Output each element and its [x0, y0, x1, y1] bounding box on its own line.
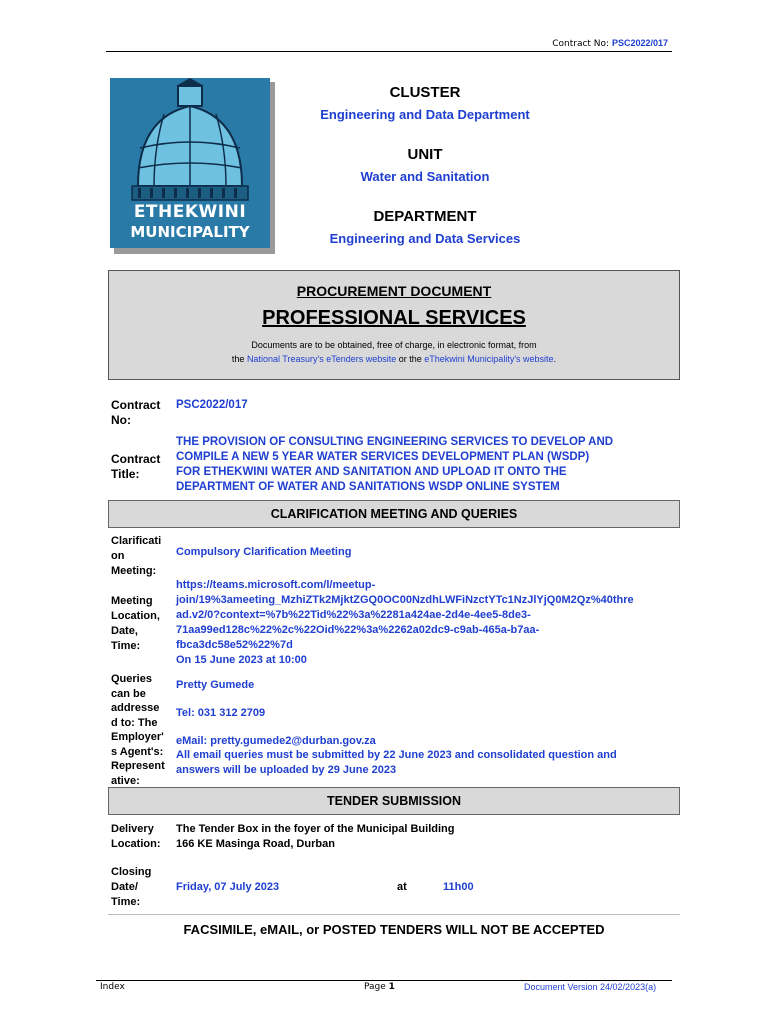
- cluster-value: Engineering and Data Department: [320, 107, 530, 122]
- unit-value: Water and Sanitation: [360, 169, 490, 184]
- unit-label: UNIT: [407, 146, 443, 163]
- procurement-title: PROCUREMENT DOCUMENT: [296, 283, 492, 299]
- closing-time: 11h00: [443, 881, 474, 893]
- contract-no-label: Contract No:: [111, 398, 161, 427]
- department-block: [290, 208, 560, 246]
- meeting-location-label: Meeting Location, Date, Time:: [111, 595, 160, 652]
- closing-label: Closing Date/ Time:: [111, 866, 152, 908]
- etenders-link[interactable]: National Treasury's eTenders website: [246, 354, 397, 364]
- footer-index: Index: [100, 982, 125, 992]
- footer-rule: [96, 980, 672, 981]
- procurement-note-mid: or the: [398, 354, 422, 364]
- notice-rule: [108, 914, 680, 915]
- meeting-value: Compulsory Clarification Meeting: [176, 546, 352, 558]
- department-value: Engineering and Data Services: [329, 231, 521, 246]
- procurement-note: [109, 338, 679, 366]
- procurement-note-end: .: [553, 354, 557, 364]
- procurement-subtitle: PROFESSIONAL SERVICES: [262, 307, 526, 329]
- tender-notice: FACSIMILE, eMAIL, or POSTED TENDERS WILL NOT BE ACCEPTED: [183, 922, 605, 937]
- delivery-value: The Tender Box in the foyer of the Municipal Building 166 KE Masinga Road, Durban: [176, 823, 455, 850]
- contact-tel: Tel: 031 312 2709: [176, 707, 266, 719]
- closing-at: at: [397, 881, 407, 893]
- department-label: DEPARTMENT: [373, 208, 477, 225]
- unit-block: [290, 146, 560, 184]
- ethekwini-logo: [110, 78, 275, 254]
- logo-text-line1: ETHEKWINI: [133, 202, 247, 222]
- contact-name: Pretty Gumede: [176, 679, 255, 691]
- meeting-location-value[interactable]: https://teams.microsoft.com/l/meetup- join/19%3ameeting_MzhiZTk2MjktZGQ0OC00NzdhLWFiNzctYTc1NzJlYjQ0M2Qz%40thre ad.v2/0?context=%7b%22Tid%22%3a%2281a424ae-2d4e-4ee5-8de3- 71aa99ed128c%22%2c%22Oid%22%3a%2262a02dc9-c9ab-465a-b7aa- fbca3dc58e52%22%7d On 15 June 2023 at 10:00: [176, 579, 634, 666]
- cluster-label: CLUSTER: [389, 84, 461, 101]
- header-contract-value: PSC2022/017: [611, 38, 668, 48]
- tender-section-header: TENDER SUBMISSION: [108, 787, 680, 815]
- footer-page: Page 1: [364, 982, 395, 992]
- footer-version: Document Version 24/02/2023(a): [524, 982, 657, 992]
- procurement-box: [108, 270, 680, 380]
- contract-title-value: THE PROVISION OF CONSULTING ENGINEERING SERVICES TO DEVELOP AND COMPILE A NEW 5 YEAR WATER SERVICES DEVELOPMENT PLAN (WSDP) FOR ETHEKWINI WATER AND SANITATION AND UPLOAD IT ONTO THE DEPARTMENT OF WATER AND SANITATIONS WSDP ONLINE SYSTEM: [176, 436, 614, 493]
- closing-date: Friday, 07 July 2023: [176, 881, 280, 893]
- queries-label: Queries can be addresse d to: The Employer' s Agent's: Represent ative:: [111, 673, 165, 787]
- delivery-label: Delivery Location:: [111, 823, 161, 850]
- header-contract-number: [552, 38, 668, 49]
- contract-title-label: Contract Title:: [111, 452, 161, 481]
- queries-note: All email queries must be submitted by 22 June 2023 and consolidated question and answers will be uploaded by 29 June 2023: [176, 749, 617, 776]
- meeting-label: Clarificati on Meeting:: [111, 535, 162, 577]
- contract-no-value: PSC2022/017: [176, 399, 248, 411]
- contact-email-link[interactable]: eMail: pretty.gumede2@durban.gov.za: [176, 735, 376, 747]
- logo-text-line2: MUNICIPALITY: [130, 223, 250, 241]
- procurement-note-line1: Documents are to be obtained, free of charge, in electronic format, from: [251, 340, 537, 350]
- ethekwini-website-link[interactable]: eThekwini Municipality's website: [424, 354, 554, 364]
- clarification-section-header: CLARIFICATION MEETING AND QUERIES: [108, 500, 680, 528]
- cluster-block: [290, 84, 560, 122]
- procurement-note-prefix: the: [231, 354, 245, 364]
- header-contract-label: Contract No:: [552, 39, 610, 49]
